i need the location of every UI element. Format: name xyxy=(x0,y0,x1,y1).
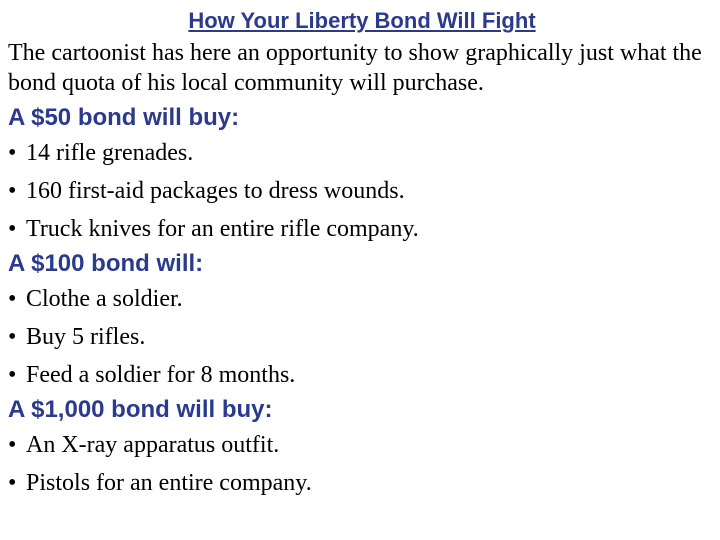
bullet-icon: • xyxy=(8,470,17,496)
list-item xyxy=(8,426,716,464)
list-item xyxy=(8,134,716,172)
item-text: Buy 5 rifles. xyxy=(26,324,146,350)
list-item xyxy=(8,464,716,502)
section-heading: A $100 bond will: xyxy=(8,250,204,277)
list-item xyxy=(8,210,716,248)
section-50-bond xyxy=(8,102,716,248)
list-item xyxy=(8,172,716,210)
intro-paragraph: The cartoonist has here an opportunity to show graphically just what the bond quota of his local community will purchase. xyxy=(8,40,702,96)
bullet-icon: • xyxy=(8,178,17,204)
item-text: Clothe a soldier. xyxy=(26,286,183,312)
item-list xyxy=(8,134,716,248)
section-heading: A $1,000 bond will buy: xyxy=(8,396,273,423)
bullet-icon: • xyxy=(8,140,17,166)
section-1000-bond xyxy=(8,394,716,502)
item-text: 14 rifle grenades. xyxy=(26,140,194,166)
bullet-icon: • xyxy=(8,362,17,388)
item-text: Feed a soldier for 8 months. xyxy=(26,362,296,388)
item-text: An X-ray apparatus outfit. xyxy=(26,432,280,458)
list-item xyxy=(8,318,716,356)
item-text: Pistols for an entire company. xyxy=(26,470,312,496)
bullet-icon: • xyxy=(8,286,17,312)
bullet-icon: • xyxy=(8,216,17,242)
section-100-bond xyxy=(8,248,716,394)
section-heading: A $50 bond will buy: xyxy=(8,104,240,131)
bullet-icon: • xyxy=(8,432,17,458)
slide-title: How Your Liberty Bond Will Fight xyxy=(188,8,536,33)
item-text: Truck knives for an entire rifle company. xyxy=(26,216,419,242)
list-item xyxy=(8,356,716,394)
item-list xyxy=(8,426,716,502)
list-item xyxy=(8,280,716,318)
bullet-icon: • xyxy=(8,324,17,350)
item-text: 160 first-aid packages to dress wounds. xyxy=(26,178,405,204)
item-list xyxy=(8,280,716,394)
